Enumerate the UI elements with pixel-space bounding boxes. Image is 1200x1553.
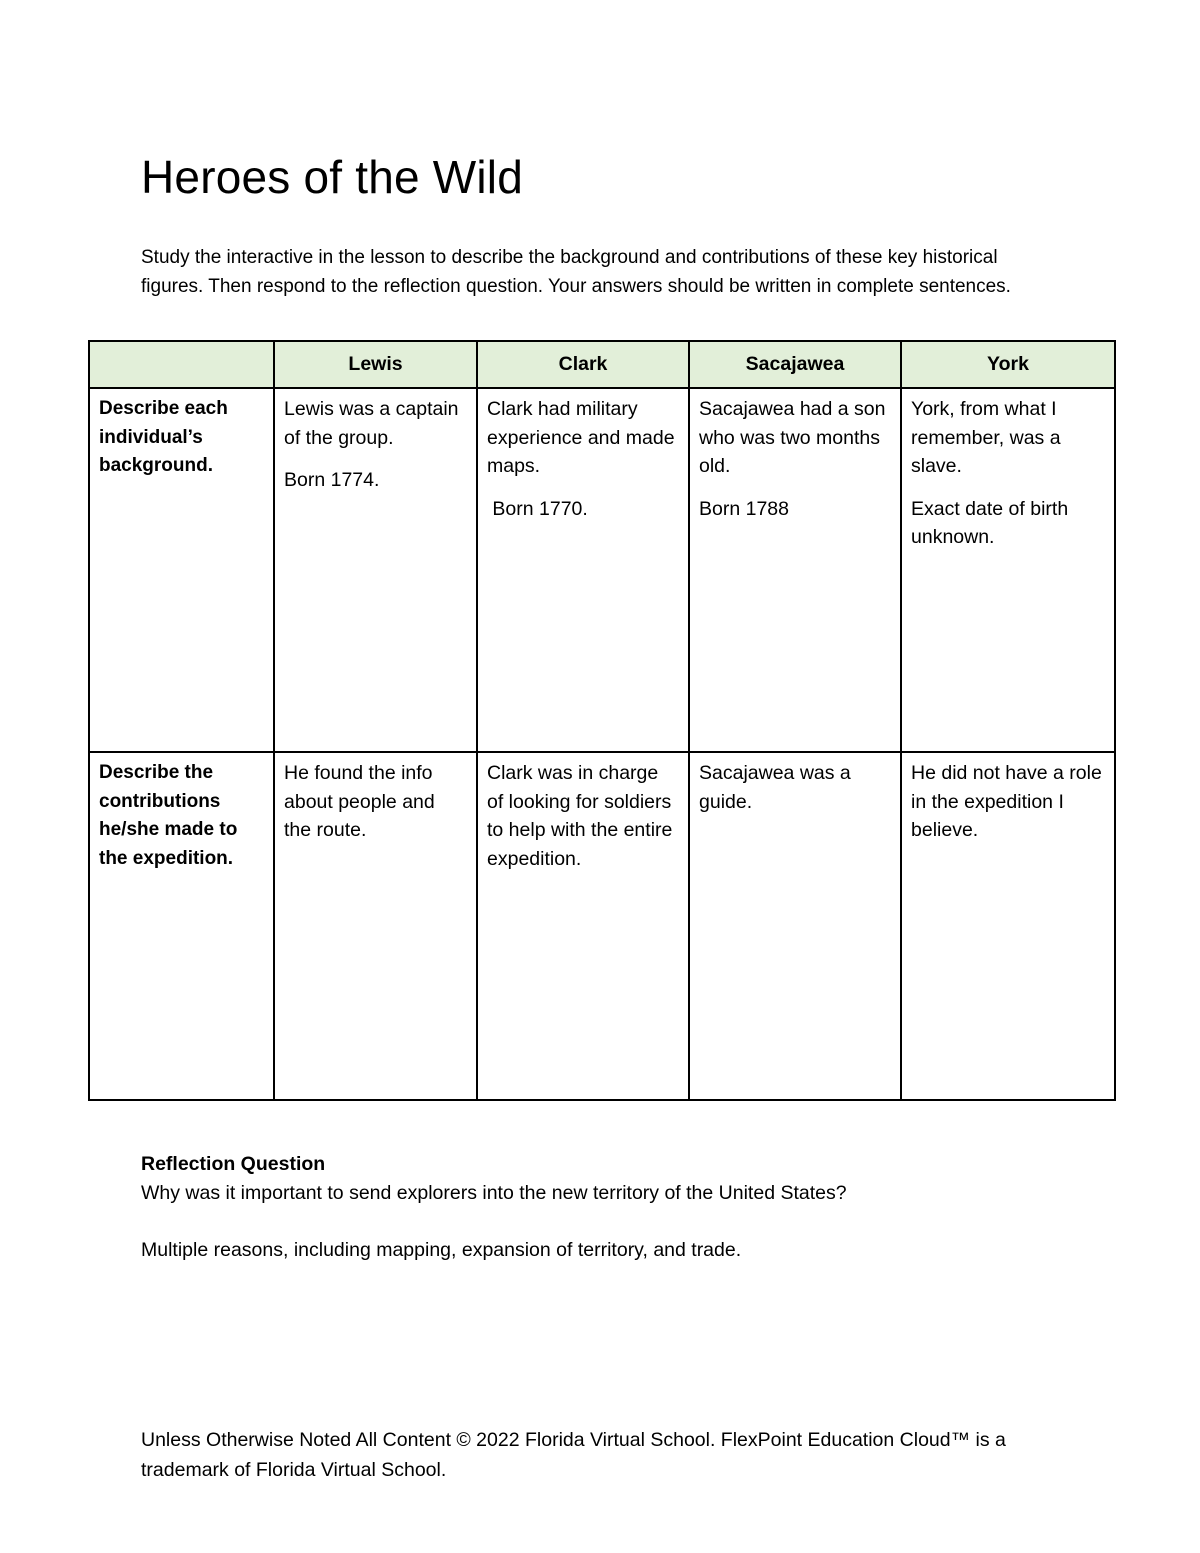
cell-york-background[interactable]: [901, 388, 1115, 752]
page-title: Heroes of the Wild: [141, 151, 523, 203]
reflection-section: [141, 1150, 1091, 1265]
cell-lewis-contributions[interactable]: [274, 752, 477, 1100]
reflection-heading: Reflection Question: [141, 1153, 326, 1175]
cell-text: Exact date of birth unknown.: [911, 497, 1069, 548]
header-cell-clark: Clark: [477, 341, 689, 388]
reflection-question: Why was it important to send explorers into the new territory of the United States?: [141, 1181, 847, 1204]
cell-york-contributions[interactable]: [901, 752, 1115, 1100]
table-row-contributions: [89, 752, 1115, 1100]
cell-text: Lewis was a captain of the group.: [284, 398, 459, 449]
cell-clark-background[interactable]: [477, 388, 689, 752]
row-label-contributions: Describe the contributions he/she made to the expedition.: [89, 752, 274, 1100]
cell-text: Clark was in charge of looking for soldiers to help with the entire expedition.: [487, 762, 673, 870]
heroes-table: [88, 340, 1116, 1101]
cell-lewis-background[interactable]: [274, 388, 477, 752]
cell-text: Sacajawea had a son who was two months old.: [699, 398, 886, 477]
header-cell-york: York: [901, 341, 1115, 388]
cell-text: He found the info about people and the route.: [284, 762, 435, 841]
cell-text: York, from what I remember, was a slave.: [911, 398, 1061, 477]
cell-text: Clark had military experience and made maps.: [487, 398, 675, 477]
instructions-text: Study the interactive in the lesson to describe the background and contributions of these key historical figures. Then respond to the reflection question. Your answers should be written in complete sentences.: [141, 247, 1011, 297]
cell-text: Born 1788: [699, 497, 789, 520]
header-cell-lewis: Lewis: [274, 341, 477, 388]
table-header-row: [89, 341, 1115, 388]
cell-text: Sacajawea was a guide.: [699, 762, 851, 813]
cell-text: Born 1774.: [284, 469, 380, 491]
header-cell-sacajawea: Sacajawea: [689, 341, 901, 388]
cell-sacajawea-background[interactable]: [689, 388, 901, 752]
header-cell-empty: [89, 341, 274, 388]
table-row-background: [89, 388, 1115, 752]
cell-text: Born 1770.: [487, 497, 588, 520]
cell-text: He did not have a role in the expedition I believe.: [911, 762, 1102, 841]
cell-clark-contributions[interactable]: [477, 752, 689, 1100]
copyright-footer: Unless Otherwise Noted All Content © 2022 Florida Virtual School. FlexPoint Education Cloud™ is a trademark of Florida Virtual School.: [141, 1429, 1006, 1481]
reflection-answer[interactable]: Multiple reasons, including mapping, expansion of territory, and trade.: [141, 1239, 742, 1261]
row-label-background: Describe each individual’s background.: [89, 388, 274, 752]
cell-sacajawea-contributions[interactable]: [689, 752, 901, 1100]
